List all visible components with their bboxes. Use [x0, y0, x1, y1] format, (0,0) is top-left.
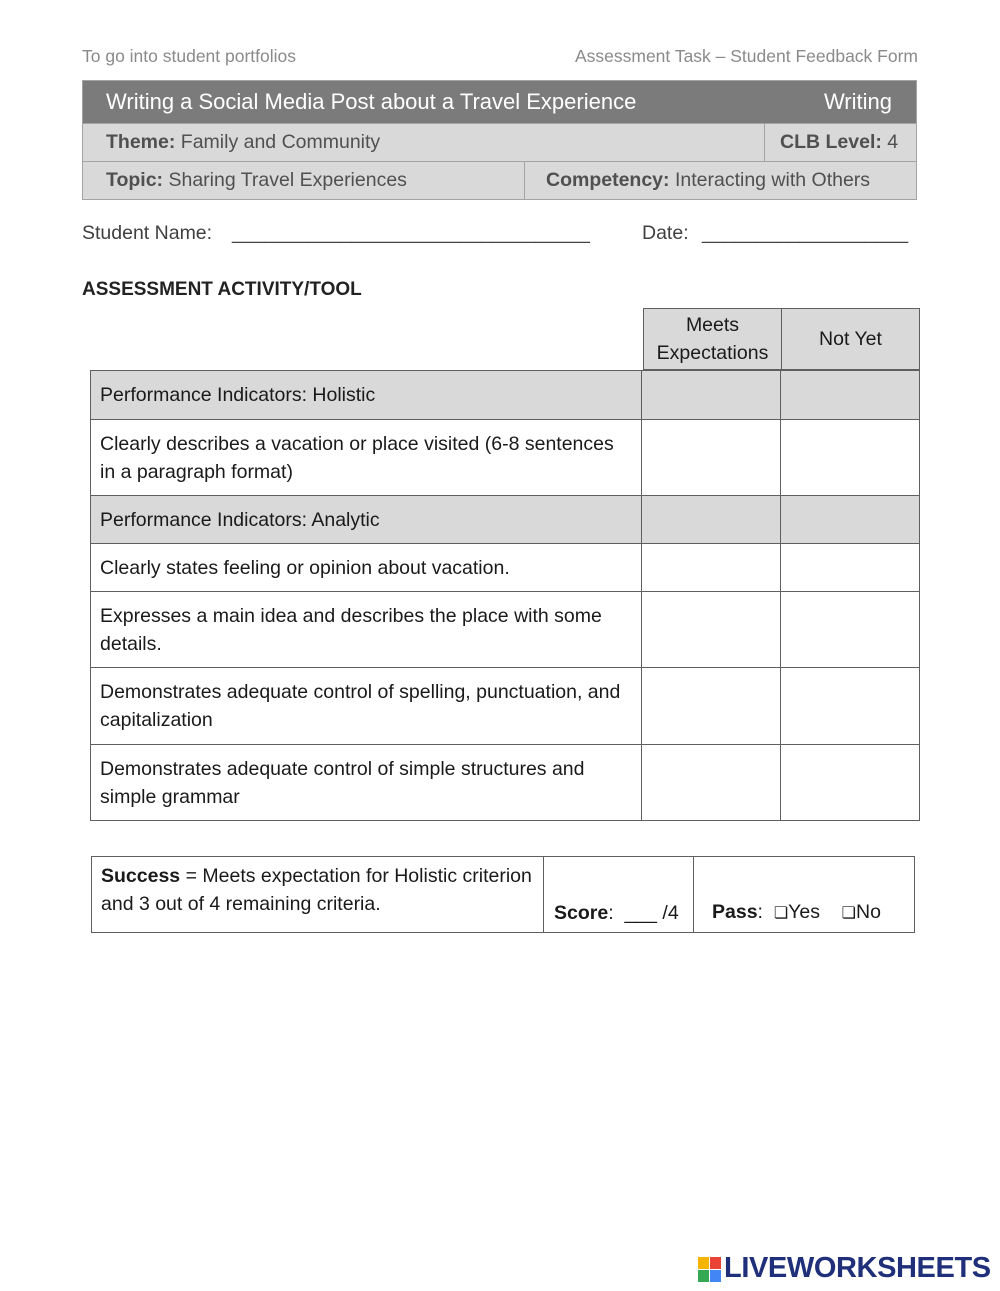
header-left-text: To go into student portfolios	[82, 46, 297, 66]
success-label: Success	[101, 865, 181, 887]
student-name-label: Student Name:	[82, 222, 213, 244]
not-yet-checkbox-cell[interactable]	[781, 544, 920, 592]
analytic-header-notyet	[781, 496, 920, 544]
theme-cell	[106, 124, 380, 161]
analytic-header-meets	[642, 496, 781, 544]
title-block	[82, 80, 917, 200]
pass-cell	[694, 857, 915, 933]
meets-checkbox-cell[interactable]	[642, 544, 781, 592]
student-name-field[interactable]: _________________________________	[232, 222, 590, 244]
score-label: Score	[554, 902, 609, 924]
meets-checkbox-cell[interactable]	[642, 592, 781, 668]
meets-checkbox-cell[interactable]	[642, 420, 781, 496]
no-label: No	[855, 901, 881, 923]
topic-row	[83, 161, 916, 199]
criterion-cell: Clearly describes a vacation or place visited (6-8 sentences in a paragraph format)	[91, 420, 642, 496]
theme-label: Theme:	[106, 131, 176, 153]
theme-divider	[764, 124, 765, 161]
holistic-header-meets	[642, 371, 781, 420]
criterion-cell: Expresses a main idea and describes the place with some details.	[91, 592, 642, 668]
criterion-cell: Demonstrates adequate control of simple structures and simple grammar	[91, 745, 642, 821]
theme-value: Family and Community	[180, 131, 381, 153]
table-row	[91, 420, 920, 496]
skill-label: Writing	[823, 89, 892, 114]
success-criteria-cell	[92, 857, 544, 933]
pass-label: Pass	[712, 901, 758, 923]
competency-cell	[546, 162, 870, 199]
theme-row	[83, 123, 916, 161]
competency-value: Interacting with Others	[674, 169, 871, 191]
criterion-cell: Demonstrates adequate control of spelling, punctuation, and capitalization	[91, 668, 642, 745]
no-checkbox[interactable]: ❏	[841, 903, 856, 922]
meets-expectations-header	[643, 308, 782, 370]
holistic-header-row	[91, 371, 920, 420]
meets-checkbox-cell[interactable]	[642, 745, 781, 821]
not-yet-checkbox-cell[interactable]	[781, 592, 920, 668]
yes-label: Yes	[788, 901, 820, 923]
topic-divider	[524, 162, 525, 199]
liveworksheets-wordmark: LIVEWORKSHEETS	[724, 1252, 991, 1284]
topic-value: Sharing Travel Experiences	[168, 169, 407, 191]
rubric-table	[90, 370, 920, 821]
meets-header-line1: Meets	[685, 314, 740, 336]
date-label: Date:	[642, 222, 689, 244]
header-right-text: Assessment Task – Student Feedback Form	[574, 46, 918, 66]
holistic-header-cell: Performance Indicators: Holistic	[91, 371, 642, 420]
not-yet-checkbox-cell[interactable]	[781, 745, 920, 821]
not-yet-checkbox-cell[interactable]	[781, 420, 920, 496]
topic-label: Topic:	[106, 169, 164, 191]
success-table	[91, 856, 915, 933]
topic-cell	[106, 162, 407, 199]
meets-checkbox-cell[interactable]	[642, 668, 781, 745]
score-cell	[544, 857, 694, 933]
date-field[interactable]: ___________________	[702, 222, 909, 244]
table-row	[91, 745, 920, 821]
task-title: Writing a Social Media Post about a Travel Experience	[106, 89, 637, 114]
table-row	[91, 668, 920, 745]
liveworksheets-logo	[698, 1254, 994, 1284]
analytic-header-row	[91, 496, 920, 544]
score-value[interactable]: : ___ /4	[608, 902, 679, 924]
criterion-cell: Clearly states feeling or opinion about vacation.	[91, 544, 642, 592]
clb-cell	[780, 124, 898, 161]
competency-label: Competency:	[546, 169, 670, 191]
title-row	[83, 81, 916, 123]
pass-colon: :	[757, 901, 763, 923]
analytic-header-cell: Performance Indicators: Analytic	[91, 496, 642, 544]
table-row	[91, 592, 920, 668]
section-title: ASSESSMENT ACTIVITY/TOOL	[82, 279, 362, 300]
table-row	[91, 544, 920, 592]
success-text: = Meets expectation for Holistic criterion and 3 out of 4 remaining criteria.	[101, 865, 532, 915]
page-header	[82, 46, 918, 68]
not-yet-header	[781, 308, 920, 370]
meets-header-line2: Expectations	[656, 342, 769, 364]
not-yet-header-label: Not Yet	[819, 328, 882, 350]
not-yet-checkbox-cell[interactable]	[781, 668, 920, 745]
liveworksheets-logo-icon	[698, 1257, 722, 1283]
clb-value: 4	[887, 131, 899, 153]
yes-checkbox[interactable]: ❏	[773, 903, 789, 922]
clb-label: CLB Level:	[780, 131, 882, 153]
success-row	[92, 857, 915, 933]
holistic-header-notyet	[781, 371, 920, 420]
